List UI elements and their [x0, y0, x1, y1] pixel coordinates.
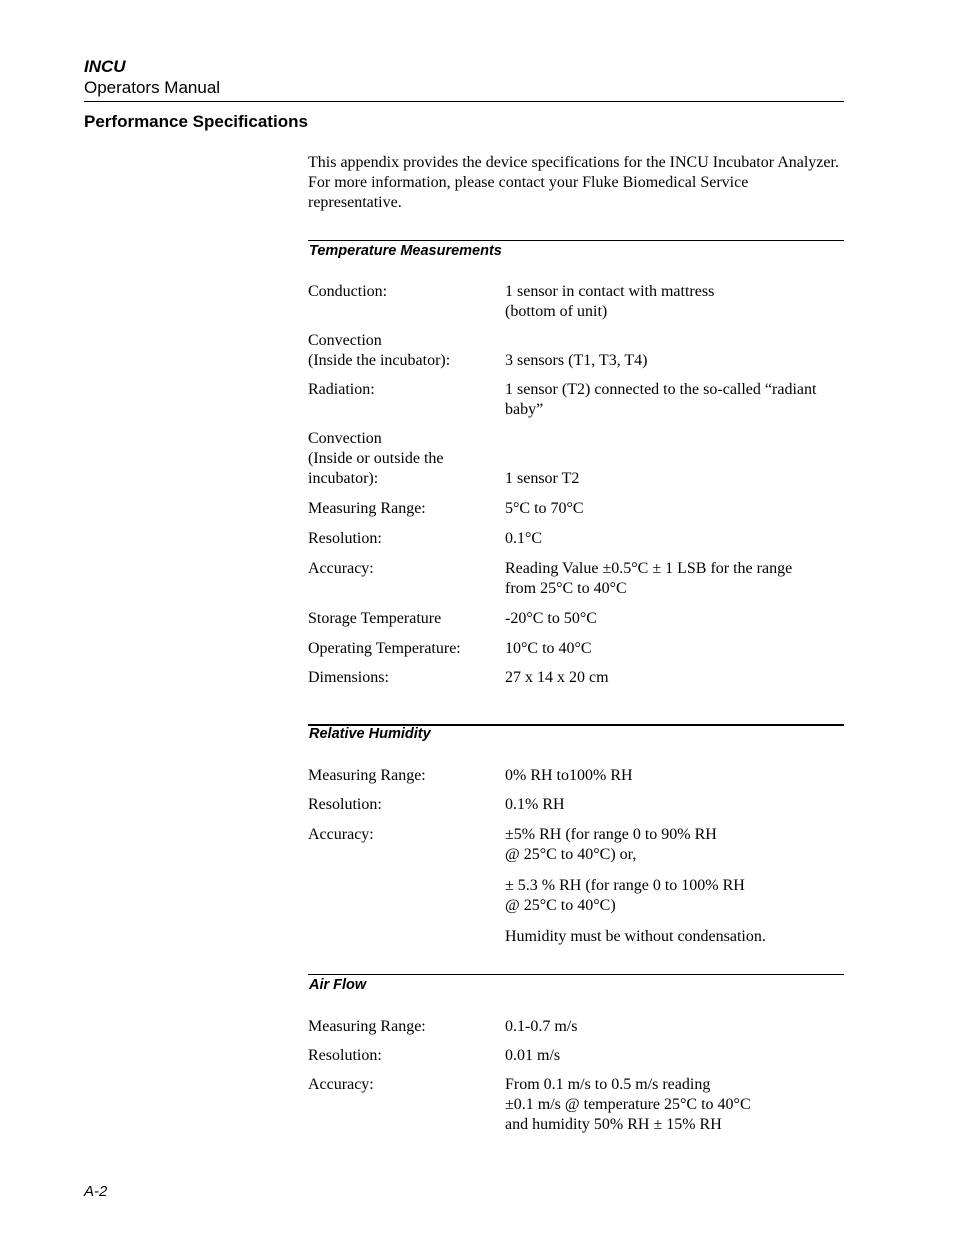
section-title-airflow: Air Flow	[309, 977, 367, 993]
humidity-accuracy-extended: ± 5.3 % RH (for range 0 to 100% RH @ 25°C to 40°C)	[505, 877, 745, 914]
spec-value: 0% RH to100% RH	[505, 767, 633, 784]
spec-row-operating-temperature	[308, 639, 844, 659]
spec-label: Measuring Range:	[308, 500, 426, 517]
spec-value: 1 sensor (T2) connected to the so-called “radiant baby”	[505, 381, 817, 418]
section-divider-temperature	[308, 240, 844, 241]
spec-label: Measuring Range:	[308, 1018, 426, 1035]
spec-row-storage-temperature	[308, 609, 844, 629]
spec-label: Resolution:	[308, 530, 382, 547]
spec-row-humidity-range	[308, 766, 844, 786]
spec-value: -20°C to 50°C	[505, 610, 597, 627]
spec-value: 1 sensor in contact with mattress (bottom of unit)	[505, 283, 715, 320]
spec-value: From 0.1 m/s to 0.5 m/s reading ±0.1 m/s @ temperature 25°C to 40°C and humidity 50% RH ± 15% RH	[505, 1076, 751, 1133]
spec-value: 10°C to 40°C	[505, 640, 592, 657]
intro-paragraph: This appendix provides the device specifications for the INCU Incubator Analyzer. For more information, please contact your Fluke Biomedical Service representative.	[308, 154, 839, 211]
spec-row-convection-inside	[308, 331, 844, 371]
spec-row-convection-outside	[308, 429, 844, 489]
spec-value: Reading Value ±0.5°C ± 1 LSB for the range from 25°C to 40°C	[505, 560, 793, 597]
humidity-condensation-note: Humidity must be without condensation.	[505, 928, 766, 945]
spec-label: Operating Temperature:	[308, 640, 461, 657]
spec-value: 0.01 m/s	[505, 1047, 561, 1064]
spec-label: Measuring Range:	[308, 767, 426, 784]
spec-label: Radiation:	[308, 381, 375, 398]
spec-row-measuring-range	[308, 499, 844, 519]
section-title-temperature: Temperature Measurements	[309, 243, 502, 259]
spec-row-accuracy	[308, 559, 844, 599]
page-number: A-2	[84, 1183, 108, 1200]
spec-value: 0.1-0.7 m/s	[505, 1018, 578, 1035]
spec-label: Storage Temperature	[308, 610, 442, 627]
spec-row-airflow-resolution	[308, 1046, 844, 1066]
spec-label: Conduction:	[308, 283, 388, 300]
spec-row-humidity-accuracy	[308, 825, 844, 865]
manual-title: INCU	[84, 57, 126, 76]
manual-subtitle: Operators Manual	[84, 78, 221, 97]
spec-row-airflow-accuracy	[308, 1075, 844, 1135]
spec-label: Accuracy:	[308, 826, 374, 843]
spec-label: Accuracy:	[308, 560, 374, 577]
spec-label: Resolution:	[308, 796, 382, 813]
spec-row-conduction	[308, 282, 844, 322]
spec-label: Dimensions:	[308, 669, 389, 686]
spec-value: 1 sensor T2	[505, 470, 580, 487]
spec-value: 3 sensors (T1, T3, T4)	[505, 352, 648, 369]
spec-value: 0.1% RH	[505, 796, 565, 813]
spec-row-radiation	[308, 380, 844, 420]
spec-value: 5°C to 70°C	[505, 500, 584, 517]
spec-value: 0.1°C	[505, 530, 543, 547]
spec-value: ±5% RH (for range 0 to 90% RH @ 25°C to 40°C) or,	[505, 826, 717, 863]
spec-label: Convection (Inside the incubator):	[308, 332, 451, 369]
spec-row-dimensions	[308, 668, 844, 688]
spec-label: Convection (Inside or outside the incubator):	[308, 430, 444, 487]
section-title-humidity: Relative Humidity	[309, 726, 431, 742]
section-divider-airflow	[308, 974, 844, 975]
spec-row-humidity-resolution	[308, 795, 844, 815]
spec-label: Resolution:	[308, 1047, 382, 1064]
header-divider	[84, 101, 844, 102]
spec-row-airflow-range	[308, 1017, 844, 1037]
page-title: Performance Specifications	[84, 112, 308, 131]
spec-label: Accuracy:	[308, 1076, 374, 1093]
spec-value: 27 x 14 x 20 cm	[505, 669, 609, 686]
spec-row-resolution	[308, 529, 844, 549]
